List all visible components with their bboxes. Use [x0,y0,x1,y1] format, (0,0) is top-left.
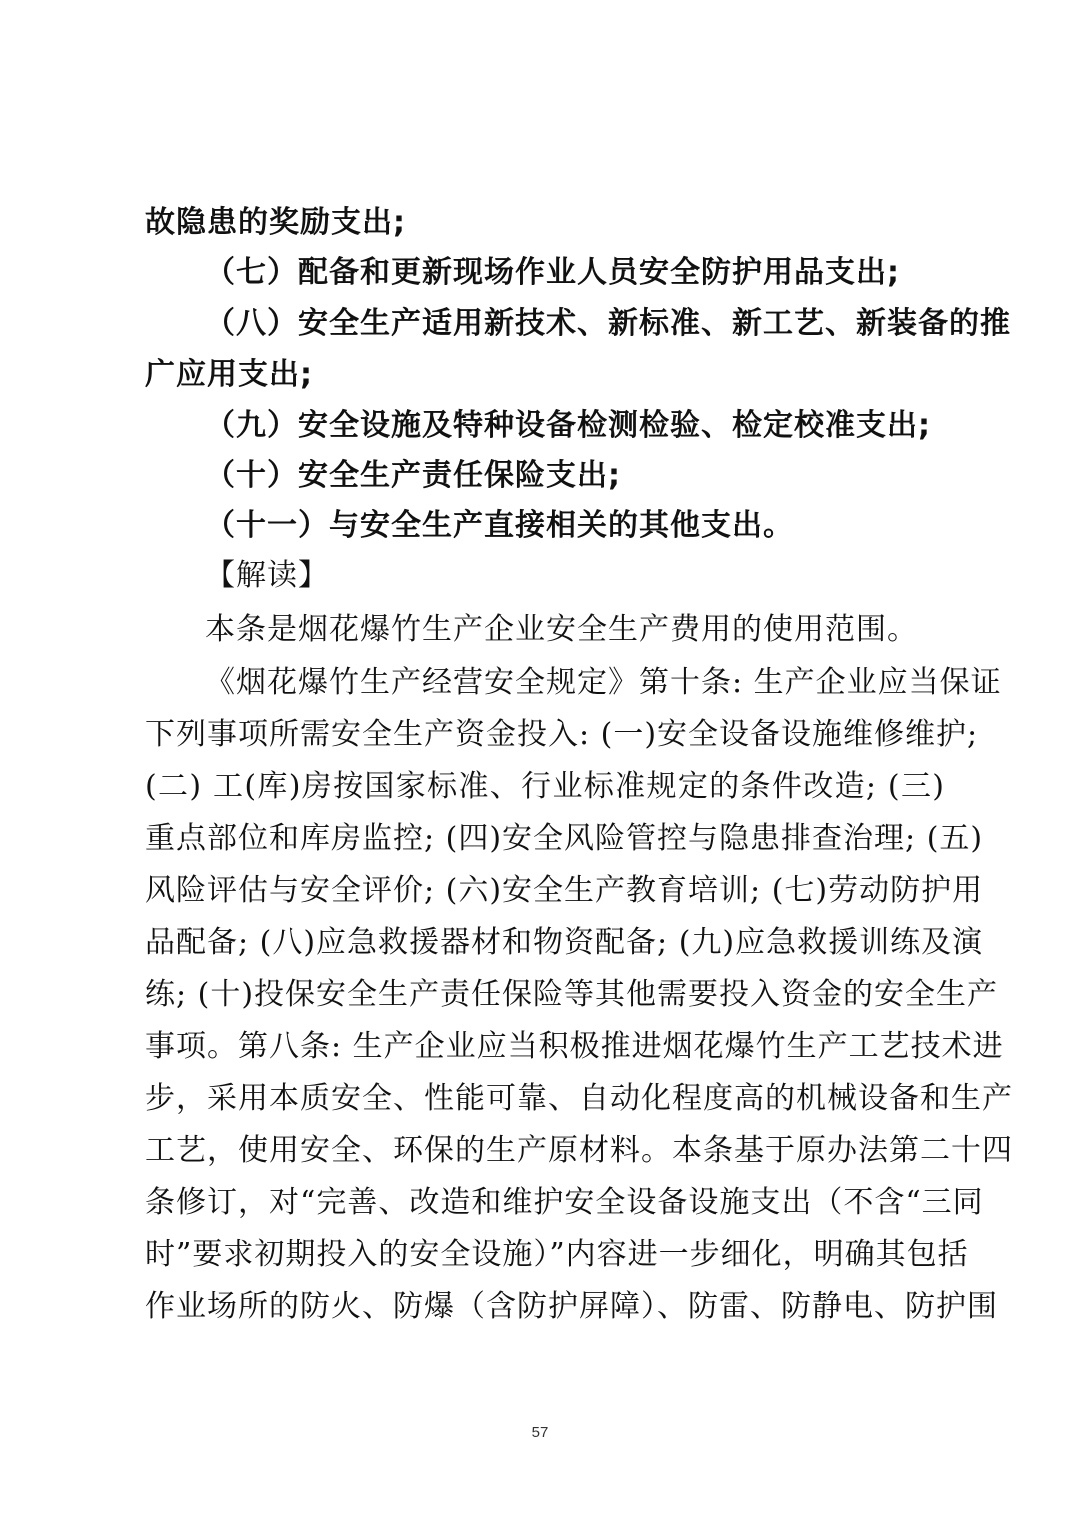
body-line-1: 本条是烟花爆竹生产企业安全生产费用的使用范围。 [205,612,918,647]
bold-line-item-7: （七）配备和更新现场作业人员安全防护用品支出; [205,255,900,290]
body-line-9: 事项。第八条: 生产企业应当积极推进烟花爆竹生产工艺技术进 [145,1029,1004,1064]
body-line-11: 工艺，使用安全、环保的生产原材料。本条基于原办法第二十四 [145,1133,1013,1168]
page-number: 57 [531,1424,549,1441]
bold-line-item-11: （十一）与安全生产直接相关的其他支出。 [205,508,794,543]
bold-line-item-8: （八）安全生产适用新技术、新标准、新工艺、新装备的推 [205,306,1011,341]
body-line-10: 步，采用本质安全、性能可靠、自动化程度高的机械设备和生产 [145,1081,1013,1116]
body-line-7: 品配备; (八)应急救援器材和物资配备; (九)应急救援训练及演 [145,925,984,960]
section-heading: 【解读】 [205,558,329,593]
body-line-8: 练; (十)投保安全生产责任保险等其他需要投入资金的安全生产 [145,977,999,1012]
body-line-14: 作业场所的防火、防爆（含防护屏障）、防雷、防静电、防护围 [145,1289,998,1324]
bold-line-item-10: （十）安全生产责任保险支出; [205,458,621,493]
body-line-4: (二) 工(库)房按国家标准、行业标准规定的条件改造; (三) [145,769,945,804]
bold-line-item-8-cont: 广应用支出; [145,357,313,392]
body-line-13: 时”要求初期投入的安全设施）”内容进一步细化，明确其包括 [145,1237,969,1272]
body-line-5: 重点部位和库房监控; (四)安全风险管控与隐患排查治理; (五) [145,821,984,856]
body-line-2: 《烟花爆竹生产经营安全规定》第十条: 生产企业应当保证 [205,665,1002,700]
bold-line-item-9: （九）安全设施及特种设备检测检验、检定校准支出; [205,408,931,443]
bold-line-1: 故隐患的奖励支出; [145,205,406,240]
body-line-6: 风险评估与安全评价; (六)安全生产教育培训; (七)劳动防护用 [145,873,984,908]
body-line-12: 条修订，对“完善、改造和维护安全设备设施支出（不含“三同 [145,1185,984,1220]
body-line-3: 下列事项所需安全生产资金投入: (一)安全设备设施维修维护; [145,717,979,752]
